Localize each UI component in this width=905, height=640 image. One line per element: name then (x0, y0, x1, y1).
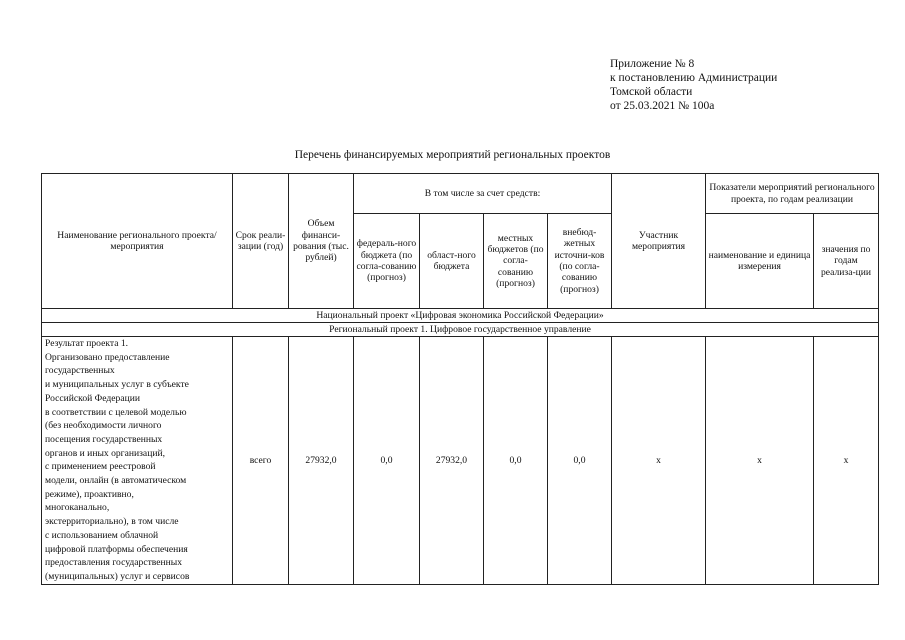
name-line: Организовано предоставление (45, 351, 170, 363)
projects-table (41, 173, 879, 585)
name-line: режиме), проактивно, (45, 488, 134, 500)
name-line: в соответствии с целевой моделью (45, 406, 187, 418)
cell-local: 0,0 (484, 337, 548, 585)
name-line: с использованием облачной (45, 529, 159, 541)
header-volume: Объем финанси-рования (тыс. рублей) (289, 174, 354, 309)
cell-indicator-values: х (814, 337, 879, 585)
header-regional: област-ного бюджета (420, 214, 484, 309)
national-project-row: Национальный проект «Цифровая экономика Российской Федерации» (42, 309, 879, 323)
header-sources-group: В том числе за счет средств: (354, 174, 612, 214)
header-indicators-group: Показатели мероприятий регионального проекта, по годам реализации (706, 174, 879, 214)
appendix-line: Томской области (610, 86, 693, 98)
header-federal: федераль-ного бюджета (по согла-сованию (прогноз) (354, 214, 420, 309)
appendix-line: Приложение № 8 (610, 58, 695, 70)
header-participant: Участник мероприятия (612, 174, 706, 309)
name-line: многоканально, (45, 502, 110, 514)
cell-name (42, 337, 233, 585)
name-line: экстерриториально), в том числе (45, 516, 179, 528)
name-line: (муниципальных) услуг и сервисов (45, 570, 190, 582)
name-line: предоставления государственных (45, 557, 183, 569)
header-indicator-name: наименование и единица измерения (706, 214, 814, 309)
name-line: и муниципальных услуг в субъекте (45, 379, 189, 391)
header-indicator-values: значения по годам реализа-ции (814, 214, 879, 309)
cell-term: всего (233, 337, 289, 585)
appendix-line: к постановлению Администрации (610, 72, 778, 84)
name-line: посещения государственных (45, 433, 163, 445)
cell-indicator-name: х (706, 337, 814, 585)
cell-volume: 27932,0 (289, 337, 354, 585)
appendix-block (610, 57, 777, 113)
name-line: Результат проекта 1. (45, 338, 129, 349)
appendix-line: от 25.03.2021 № 100а (610, 100, 715, 112)
cell-federal: 0,0 (354, 337, 420, 585)
cell-extrabudget: 0,0 (548, 337, 612, 585)
name-line: (без необходимости личного (45, 420, 162, 432)
header-name: Наименование регионального проекта/ мероприятия (42, 174, 233, 309)
name-line: органов и иных организаций, (45, 447, 165, 459)
name-line: с применением реестровой (45, 461, 156, 473)
header-extrabudget: внебюд-жетных источни-ков (по согла-сованию (прогноз) (548, 214, 612, 309)
document-title: Перечень финансируемых мероприятий региональных проектов (294, 149, 611, 161)
name-line: цифровой платформы обеспечения (45, 543, 188, 555)
regional-project-row: Региональный проект 1. Цифровое государственное управление (42, 323, 879, 337)
name-line: модели, онлайн (в автоматическом (45, 475, 187, 487)
name-line: государственных (45, 365, 115, 377)
header-term: Срок реали-зации (год) (233, 174, 289, 309)
table-row (42, 337, 879, 585)
cell-participant: х (612, 337, 706, 585)
name-line: Российской Федерации (45, 392, 140, 404)
cell-regional: 27932,0 (420, 337, 484, 585)
header-local: местных бюджетов (по согла-сованию (прогноз) (484, 214, 548, 309)
